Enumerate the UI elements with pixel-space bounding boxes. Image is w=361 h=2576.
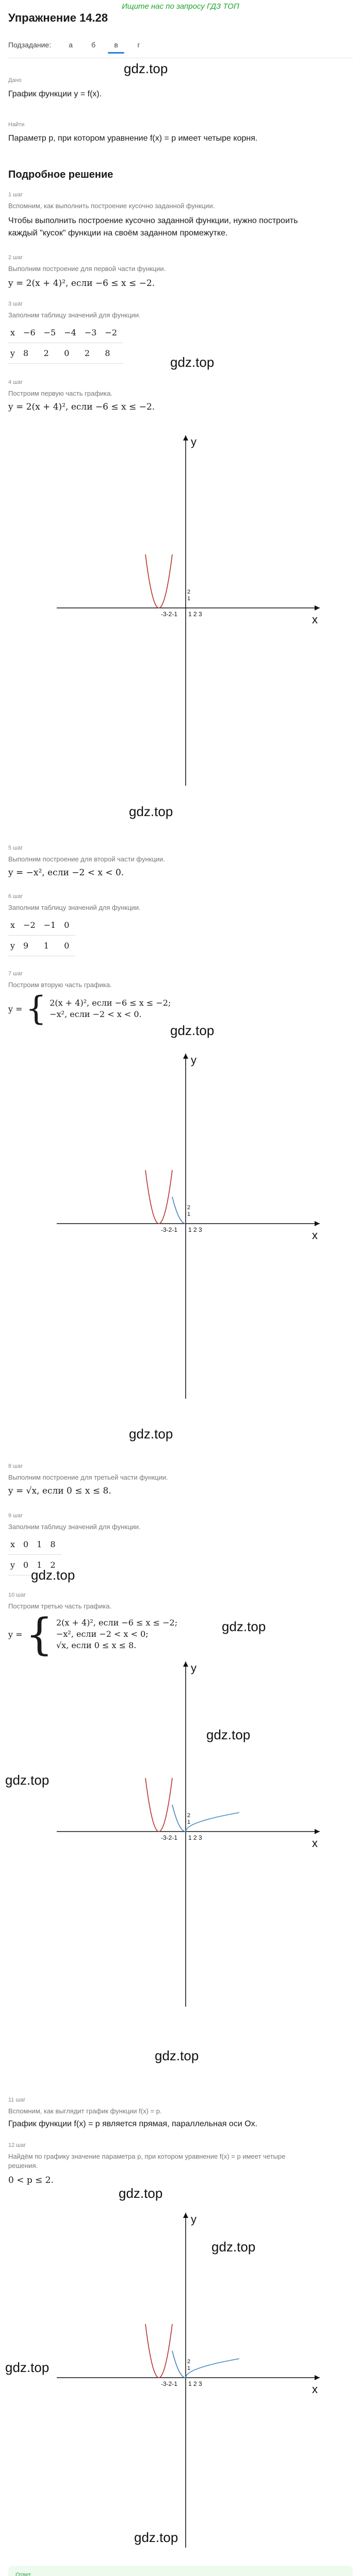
table-row: x 0 1 8 (8, 1534, 62, 1555)
watermark: gdz.top (5, 1772, 50, 1788)
y-axis-arrow (183, 1662, 188, 1667)
y-axis-label: y (191, 2213, 196, 2226)
y-axis-label: y (191, 1662, 196, 1674)
curve-parabola (145, 1778, 172, 1832)
curve-minus-x-squared (172, 1805, 186, 1832)
answer-box (8, 2566, 353, 2576)
curve-parabola (145, 554, 172, 608)
curve-parabola (145, 2324, 172, 2378)
page-title: Упражнение 14.28 (8, 11, 108, 24)
watermark: gdz.top (206, 1727, 251, 1742)
subquestion-tabs (8, 37, 150, 53)
step-note: Вспомним, как выглядит график функции f(x) = p. (8, 2107, 162, 2115)
step-formula: y = √x, если 0 ≤ x ≤ 8. (8, 1486, 111, 1496)
step-note: Выполним построение для третьей части функции. (8, 1473, 168, 1481)
y-tick-label: 2 (187, 589, 191, 595)
tab-b[interactable]: б (91, 41, 96, 49)
given-text: График функции y = f(x). (8, 90, 102, 98)
watermark: gdz.top (119, 2185, 163, 2201)
x-tick-labels: -3-2-1 (161, 1226, 178, 1233)
step-tag: 3 шаг (8, 301, 23, 307)
watermark: gdz.top (31, 1567, 75, 1583)
step-note: Построим вторую часть графика. (8, 981, 112, 989)
step-note: Построим первую часть графика. (8, 389, 113, 397)
step-tag: 9 шаг (8, 1513, 23, 1519)
value-table (8, 323, 123, 364)
table-row: y 9 1 0 (8, 936, 75, 956)
x-tick-labels: 1 2 3 (188, 1834, 202, 1841)
table-row: y 0 1 2 (8, 1555, 62, 1575)
step-note: Построим третью часть графика. (8, 1602, 112, 1610)
step-formula: y = 2(x + 4)², если −6 ≤ x ≤ −2. (8, 278, 155, 289)
given-tag: Дано (8, 77, 22, 83)
answer-tag: Ответ (15, 2572, 31, 2576)
y-tick-label: 2 (187, 2359, 191, 2365)
graph-step-4 (52, 428, 330, 788)
step-tag: 1 шаг (8, 192, 23, 198)
x-axis-label: x (312, 1229, 318, 1242)
step-text: каждый "кусок" функции на своём заданном промежутке. (8, 229, 228, 238)
tab-a[interactable]: а (69, 41, 73, 49)
x-axis-arrow (315, 1221, 320, 1226)
watermark: gdz.top (5, 2360, 50, 2375)
x-axis-arrow (315, 1829, 320, 1834)
y-axis-arrow (183, 2213, 188, 2218)
y-tick-label: 1 (187, 2365, 191, 2371)
graph-step-10 (52, 1654, 330, 2009)
value-table (8, 915, 75, 956)
graph-step-12 (52, 2205, 330, 2550)
step-tag: 5 шаг (8, 845, 23, 851)
x-tick-labels: 1 2 3 (188, 611, 202, 618)
x-axis-arrow (315, 2375, 320, 2380)
step-tag: 4 шаг (8, 379, 23, 385)
step-text: График функции f(x) = p является прямая, параллельная оси Ox. (8, 2120, 258, 2128)
x-axis-label: x (312, 613, 318, 626)
step-note: Выполним построение для второй части функции. (8, 855, 165, 863)
watermark: gdz.top (129, 804, 173, 819)
step-tag: 12 шаг (8, 2142, 26, 2148)
step-note: Вспомним, как выполнить построение кусочно заданной функции. (8, 202, 215, 210)
piecewise-formula: y = { 2(x + 4)², если −6 ≤ x ≤ −2; −x², если −2 < x < 0; √x, если 0 ≤ x ≤ 8. (8, 1609, 178, 1659)
x-tick-labels: -3-2-1 (161, 611, 178, 618)
y-axis-arrow (183, 435, 188, 440)
piecewise-formula: y = { 2(x + 4)², если −6 ≤ x ≤ −2; −x², если −2 < x < 0. (8, 990, 171, 1028)
watermark: gdz.top (222, 1619, 266, 1634)
watermark: gdz.top (155, 2048, 199, 2063)
y-tick-label: 2 (187, 1812, 191, 1819)
watermark: gdz.top (129, 1426, 173, 1442)
y-tick-label: 1 (187, 1819, 191, 1825)
step-tag: 6 шаг (8, 893, 23, 900)
solution-title: Подробное решение (8, 169, 113, 180)
watermark: gdz.top (170, 354, 215, 370)
step-note: Заполним таблицу значений для функции. (8, 311, 141, 319)
step-tag: 11 шаг (8, 2097, 26, 2103)
step-note: Выполним построение для первой части функции. (8, 265, 166, 273)
find-tag: Найти (8, 122, 25, 128)
top-note[interactable]: Ищите нас по запросу ГДЗ ТОП (122, 2, 239, 11)
step-note: Заполним таблицу значений для функции. (8, 904, 141, 911)
y-axis-arrow (183, 1054, 188, 1059)
x-tick-labels: 1 2 3 (188, 1226, 202, 1233)
table-row: x −6 −5 −4 −3 −2 (8, 323, 123, 343)
curve-minus-x-squared (172, 2351, 186, 2378)
step-text: Чтобы выполнить построение кусочно заданной функции, нужно построить (8, 216, 298, 225)
watermark: gdz.top (170, 1023, 215, 1038)
x-axis-label: x (312, 2383, 318, 2396)
curve-sqrt (186, 1812, 239, 1832)
x-tick-labels: 1 2 3 (188, 2380, 202, 2387)
y-axis-label: y (191, 435, 196, 448)
step-note: Найдём по графику значение параметра p, при котором уравнение f(x) = p имеет четыре (8, 2153, 286, 2160)
tab-v[interactable]: в (105, 41, 127, 49)
watermark: gdz.top (124, 61, 168, 76)
y-tick-label: 1 (187, 1211, 191, 1217)
watermark: gdz.top (211, 2239, 256, 2255)
subquestion-label: Подзадание: (8, 41, 52, 49)
x-axis-label: x (312, 1837, 318, 1850)
curve-sqrt (186, 2359, 239, 2378)
table-row: y 8 2 0 2 8 (8, 343, 123, 364)
x-tick-labels: -3-2-1 (161, 2380, 178, 2387)
step-formula: y = −x², если −2 < x < 0. (8, 868, 124, 878)
step-tag: 10 шаг (8, 1592, 26, 1598)
step-formula: y = 2(x + 4)², если −6 ≤ x ≤ −2. (8, 402, 155, 412)
find-text: Параметр p, при котором уравнение f(x) = p имеет четыре корня. (8, 134, 258, 143)
watermark: gdz.top (134, 2530, 178, 2545)
y-tick-label: 2 (187, 1205, 191, 1211)
x-axis-arrow (315, 605, 320, 611)
table-row: x −2 −1 0 (8, 915, 75, 936)
graph-step-7 (52, 1046, 330, 1401)
y-axis-label: y (191, 1054, 196, 1066)
step-note: Заполним таблицу значений для функции. (8, 1523, 141, 1531)
step-tag: 2 шаг (8, 255, 23, 261)
tab-g[interactable]: г (137, 41, 140, 49)
y-tick-label: 1 (187, 596, 191, 602)
x-tick-labels: -3-2-1 (161, 1834, 178, 1841)
step-tag: 7 шаг (8, 971, 23, 977)
step-tag: 8 шаг (8, 1463, 23, 1469)
curve-minus-x-squared (172, 1197, 186, 1224)
step-note: решения. (8, 2162, 38, 2170)
curve-parabola (145, 1170, 172, 1224)
step-formula: 0 < p ≤ 2. (8, 2175, 54, 2185)
